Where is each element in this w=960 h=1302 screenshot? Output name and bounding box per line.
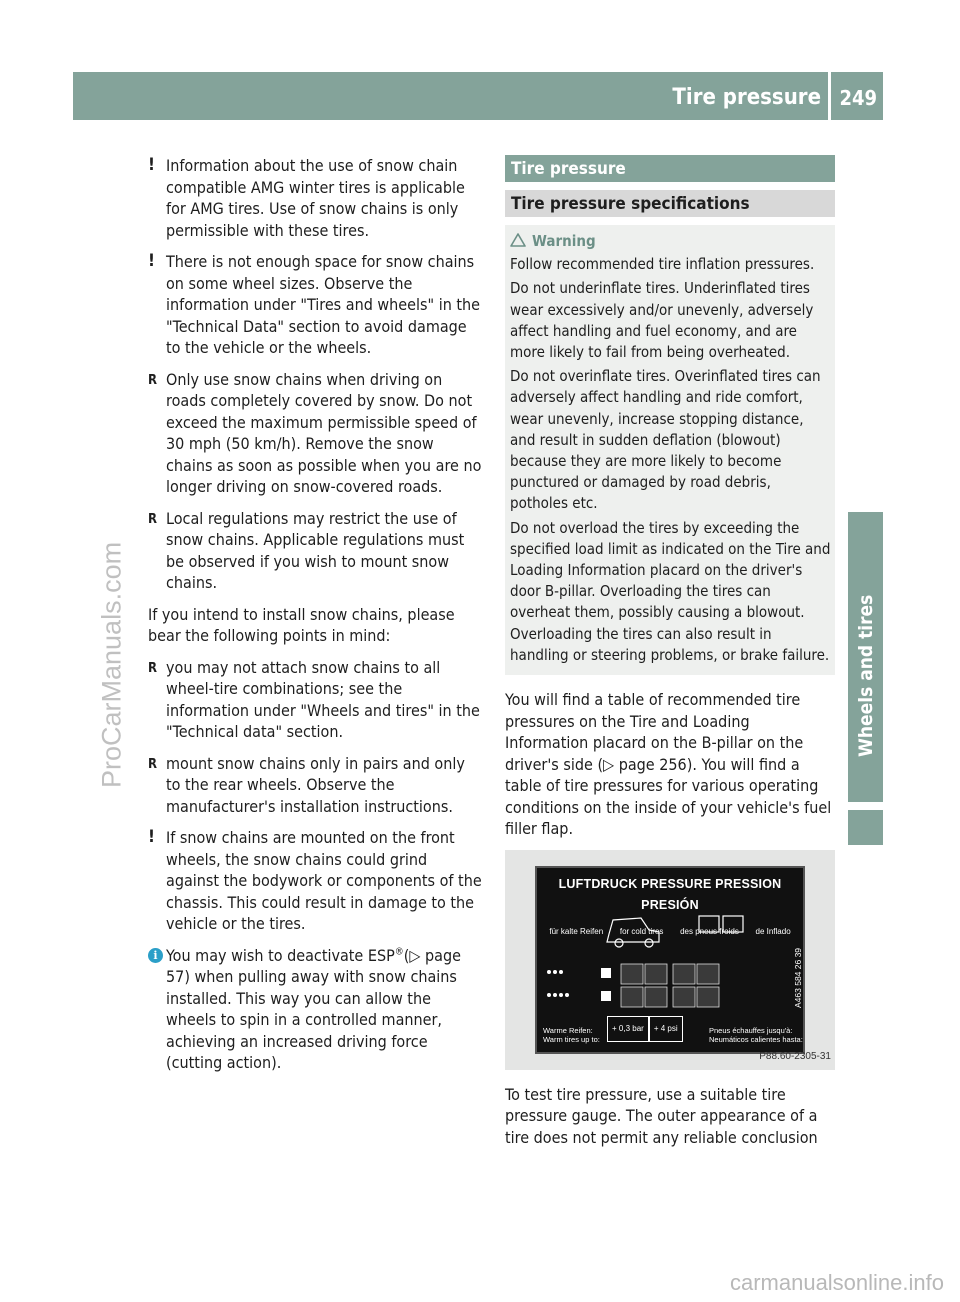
section-heading: Tire pressure [505, 155, 835, 182]
bullet-item [148, 753, 482, 818]
warning-title-text: Warning [532, 232, 596, 250]
figure-code: P88.60-2305-31 [759, 1051, 831, 1063]
placard-value-psi: + 4 psi [649, 1016, 683, 1042]
info-note [148, 945, 482, 1074]
bullet-icon: R [148, 756, 158, 772]
caution-icon: ! [148, 827, 155, 847]
warning-paragraph: Do not overinflate tires. Overinflated tires can adversely affect handling and ride comfort, wear unevenly, increase stopping distance, and result in sudden deflation (blowout) because they are more likely to become punctured or damaged by road debris, potholes etc. [510, 367, 821, 513]
right-column [505, 155, 835, 1158]
caution-icon: ! [148, 155, 155, 175]
placard-figure [505, 850, 835, 1070]
placard-col-de: für kalte Reifen [549, 926, 604, 936]
placard-part-number: A463 584 26 39 [793, 947, 803, 1008]
placard-values [607, 1016, 683, 1042]
body-paragraph: To test tire pressure, use a suitable tire pressure gauge. The outer appearance of a tire does not permit any reliable conclusion [505, 1084, 818, 1147]
info-text-start: You may wish to deactivate ESP [166, 945, 395, 965]
placard-warm-de: Warme Reifen: [543, 1025, 593, 1035]
warning-triangle-icon [510, 233, 526, 247]
warning-box [505, 225, 835, 675]
bullet-text: you may not attach snow chains to all wheel-tire combinations; see the information under "Wheels and tires" in the "Technical data" section. [166, 657, 480, 741]
header-bar [73, 72, 883, 120]
page-number: 249 [839, 86, 877, 110]
intro-paragraph: If you intend to install snow chains, please bear the following points in mind: [148, 604, 455, 645]
placard-warm-label [543, 1026, 600, 1044]
warning-paragraph: Do not underinflate tires. Underinflated tires wear excessively and/or unevenly, adversely affect handling and fuel economy, and are more likely to fail from being overheated. [510, 279, 814, 362]
placard-col-en: for cold tires [619, 926, 664, 936]
warning-title [510, 231, 831, 252]
placard-col-fr: des pneus froids [680, 926, 739, 936]
subsection-heading: Tire pressure specifications [505, 190, 835, 217]
placard-warm-label-2 [709, 1026, 803, 1044]
watermark-bottom: carmanualsonline.info [729, 1270, 944, 1295]
caution-text: If snow chains are mounted on the front wheels, the snow chains could grind against the bodywork or components of the chassis. This could result in damage to the vehicle or the tires. [166, 828, 482, 933]
bullet-item [148, 369, 482, 498]
warning-paragraph: Follow recommended tire inflation pressures. [510, 255, 815, 274]
bullet-icon: R [148, 511, 158, 527]
info-icon: i [148, 948, 163, 963]
caution-text: Information about the use of snow chain compatible AMG winter tires is applicable for AMG tires. Use of snow chains is only permissible with these tires. [166, 156, 465, 240]
placard-warm-es: Neumáticos calientes hasta: [709, 1034, 803, 1044]
placard-col-es: de Inflado [755, 926, 791, 936]
bullet-icon: R [148, 372, 158, 388]
header-separator [828, 72, 831, 120]
caution-note [148, 155, 482, 241]
caution-text: There is not enough space for snow chains on some wheel sizes. Observe the information under "Tires and wheels" in the "Technical Data" section to avoid damage to the vehicle or the wheels. [166, 252, 481, 357]
bullet-text: mount snow chains only in pairs and only to the rear wheels. Observe the manufacturer's installation instructions. [166, 753, 465, 816]
caution-note [148, 251, 482, 359]
warning-paragraph: Do not overload the tires by exceeding the specified load limit as indicated on the Tire and Loading Information placard on the driver's door B-pillar. Overloading the tires can overheat them, possibly causing a blowout. Overloading the tires can also result in handling or steering problems, or brake failure. [510, 518, 831, 664]
side-tab-label: Wheels and tires [855, 594, 877, 758]
header-title: Tire pressure [672, 85, 821, 110]
caution-icon: ! [148, 251, 155, 271]
side-tab-marker [848, 810, 883, 845]
bullet-text: Local regulations may restrict the use of snow chains. Applicable regulations must be observed if you wish to mount snow chains. [166, 508, 465, 592]
bullet-text: Only use snow chains when driving on roads completely covered by snow. Do not exceed the maximum permissible speed of 30 mph (50 km/h). Remove the snow chains as soon as possible when you are no longer driving on snow-covered roads. [166, 369, 482, 496]
body-paragraph: You will find a table of recommended tire pressures on the Tire and Loading Information placard on the B-pillar on the driver's side (▷ page 256). You will find a table of tire pressures for various operating conditions on the inside of your vehicle's fuel filler flap. [505, 690, 832, 839]
placard-heading: LUFTDRUCK PRESSURE PRESSION PRESIÓN [558, 876, 782, 913]
caution-note [148, 827, 482, 935]
info-text-end: (▷ page 57) when pulling away with snow chains installed. This way you can allow the wheels to spin in a controlled manner, achieving an increased driving force (cutting action). [166, 945, 461, 1072]
placard-warm-fr: Pneus échauffes jusqu'à: [709, 1025, 793, 1035]
registered-mark: ® [394, 946, 404, 958]
bullet-icon: R [148, 660, 158, 676]
watermark-side: ProCarManuals.com [96, 541, 127, 789]
bullet-item [148, 657, 482, 743]
bullet-item [148, 508, 482, 594]
placard-value-bar: + 0,3 bar [607, 1016, 649, 1042]
left-column [148, 155, 482, 1084]
tire-pressure-placard [535, 866, 805, 1054]
placard-vehicle-grid [541, 906, 761, 1016]
placard-warm-en: Warm tires up to: [543, 1034, 600, 1044]
